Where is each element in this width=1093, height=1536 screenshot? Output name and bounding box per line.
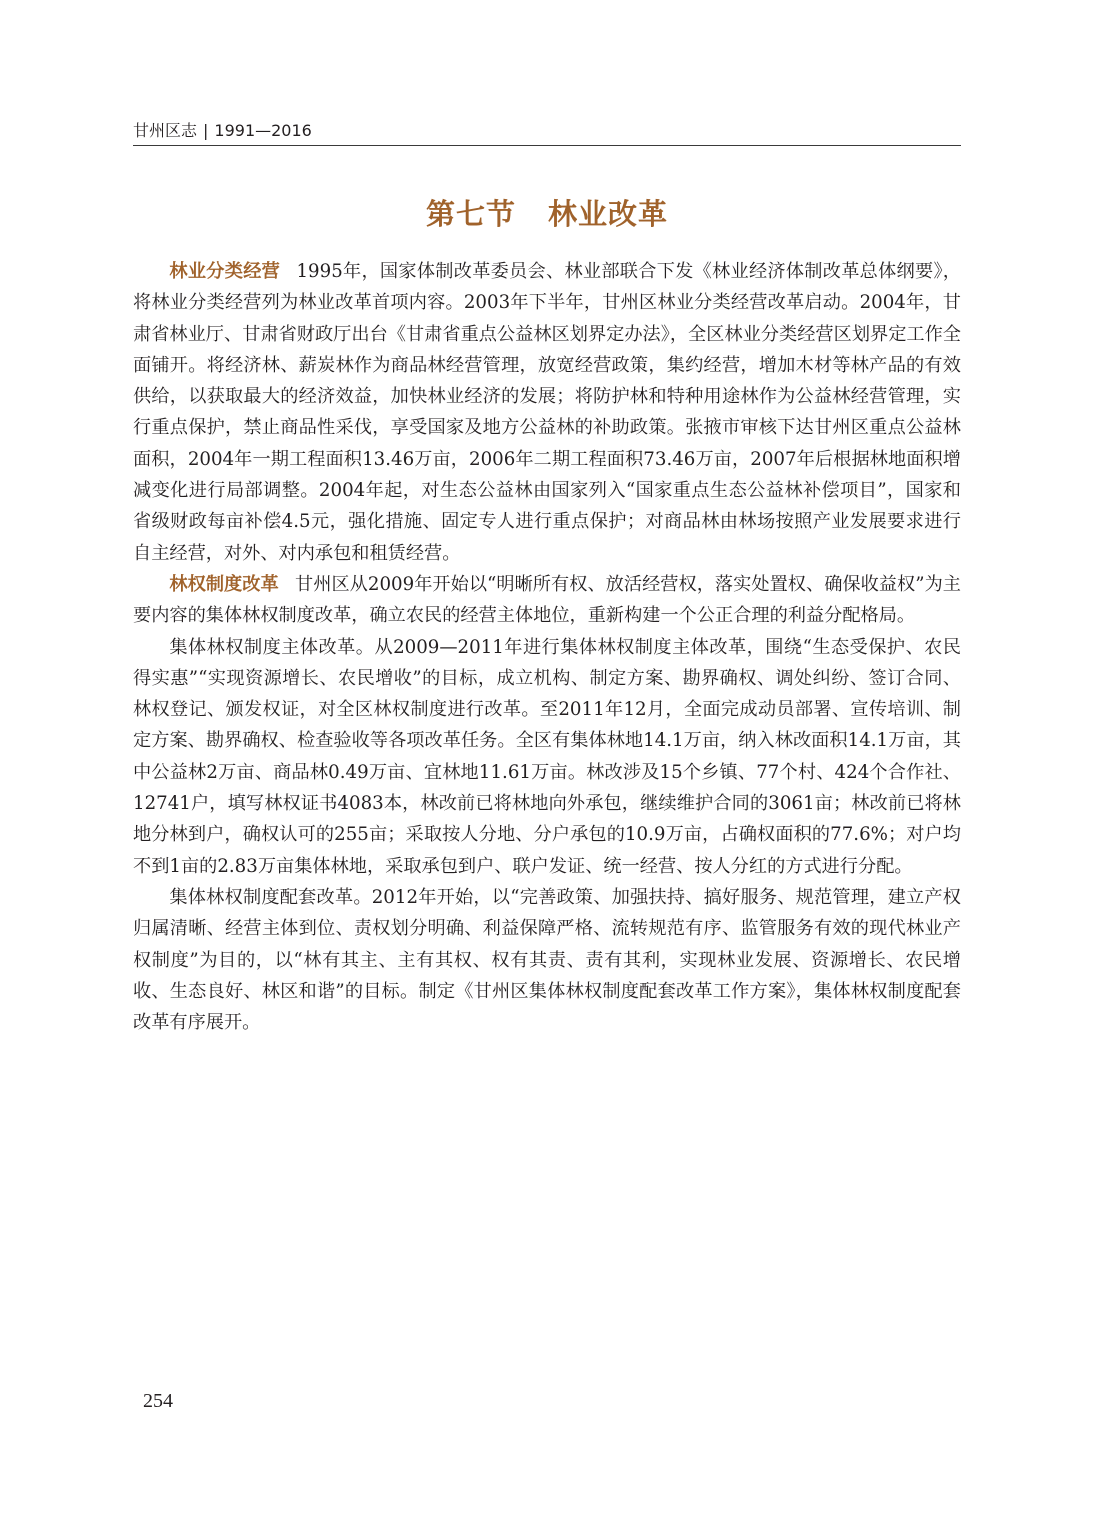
section-name: 林业改革 [548,197,669,231]
section-title [133,192,961,236]
section-number: 第七节 [425,197,516,231]
paragraph-term: 林权制度改革 [169,573,279,595]
running-header [133,121,961,146]
paragraph-forest-tenure-reform [133,569,961,632]
paragraph-term: 林业分类经营 [169,261,281,282]
header-years: 1991—2016 [214,121,312,140]
page-number: 254 [143,1390,173,1412]
paragraph-text: 1995年，国家体制改革委员会、林业部联合下发《林业经济体制改革总体纲要》，将林业分类经营列为林业改革首项内容。2003年下半年，甘州区林业分类经营改革启动。2004年，甘肃省林业厅、甘肃省财政厅出台《甘肃省重点公益林区划界定办法》，全区林业分类经营区划界定工作全面铺开。将经济林、薪炭林作为商品林经营管理，放宽经营政策，集约经营，增加木材等林产品的有效供给，以获取最大的经济效益，加快林业经济的发展；将防护林和特种用途林作为公益林经营管理，实行重点保护，禁止商品性采伐，享受国家及地方公益林的补助政策。张掖市审核下达甘州区重点公益林面积，2004年一期工程面积13.46万亩，2006年二期工程面积73.46万亩，2007年后根据林地面积增减变化进行局部调整。2004年起，对生态公益林由国家列入“国家重点生态公益林补偿项目”，国家和省级财政每亩补偿4.5元，强化措施、固定专人进行重点保护；对商品林由林场按照产业发展要求进行自主经营，对外、对内承包和租赁经营。 [133,261,961,564]
header-book-title: 甘州区志 [133,121,198,140]
header-separator: | [203,121,209,140]
paragraph-text: 甘州区从2009年开始以“明晰所有权、放活经营权，落实处置权、确保收益权”为主要内容的集体林权制度改革，确立农民的经营主体地位，重新构建一个公正合理的利益分配格局。 [133,573,961,627]
paragraph-text: 集体林权制度配套改革。2012年开始，以“完善政策、加强扶持、搞好服务、规范管理，建立产权归属清晰、经营主体到位、责权划分明确、利益保障严格、流转规范有序、监管服务有效的现代林业产权制度”为目的，以“林有其主、主有其权、权有其责、责有其利，实现林业发展、资源增长、农民增收、生态良好、林区和谐”的目标。制定《甘州区集体林权制度配套改革工作方案》，集体林权制度配套改革有序展开。 [133,886,961,1034]
body-text [133,256,961,1038]
paragraph-supporting-reform [133,882,961,1038]
paragraph-text: 集体林权制度主体改革。从2009—2011年进行集体林权制度主体改革，围绕“生态受保护、农民得实惠”“实现资源增长、农民增收”的目标，成立机构、制定方案、勘界确权、调处纠纷、签订合同、林权登记、颁发权证，对全区林权制度进行改革。至2011年12月，全面完成动员部署、宣传培训、制定方案、勘界确权、检查验收等各项改革任务。全区有集体林地14.1万亩，纳入林改面积14.1万亩，其中公益林2万亩、商品林0.49万亩、宜林地11.61万亩。林改涉及15个乡镇、77个村、424个合作社、12741户，填写林权证书4083本，林改前已将林地向外承包，继续维护合同的3061亩；林改前已将林地分林到户，确权认可的255亩；采取按人分地、分户承包的10.9万亩，占确权面积的77.6%；对户均不到1亩的2.83万亩集体林地，采取承包到户、联户发证、统一经营、按人分红的方式进行分配。 [133,636,961,877]
paragraph-forestry-classification [133,256,961,569]
paragraph-main-reform [133,632,961,882]
